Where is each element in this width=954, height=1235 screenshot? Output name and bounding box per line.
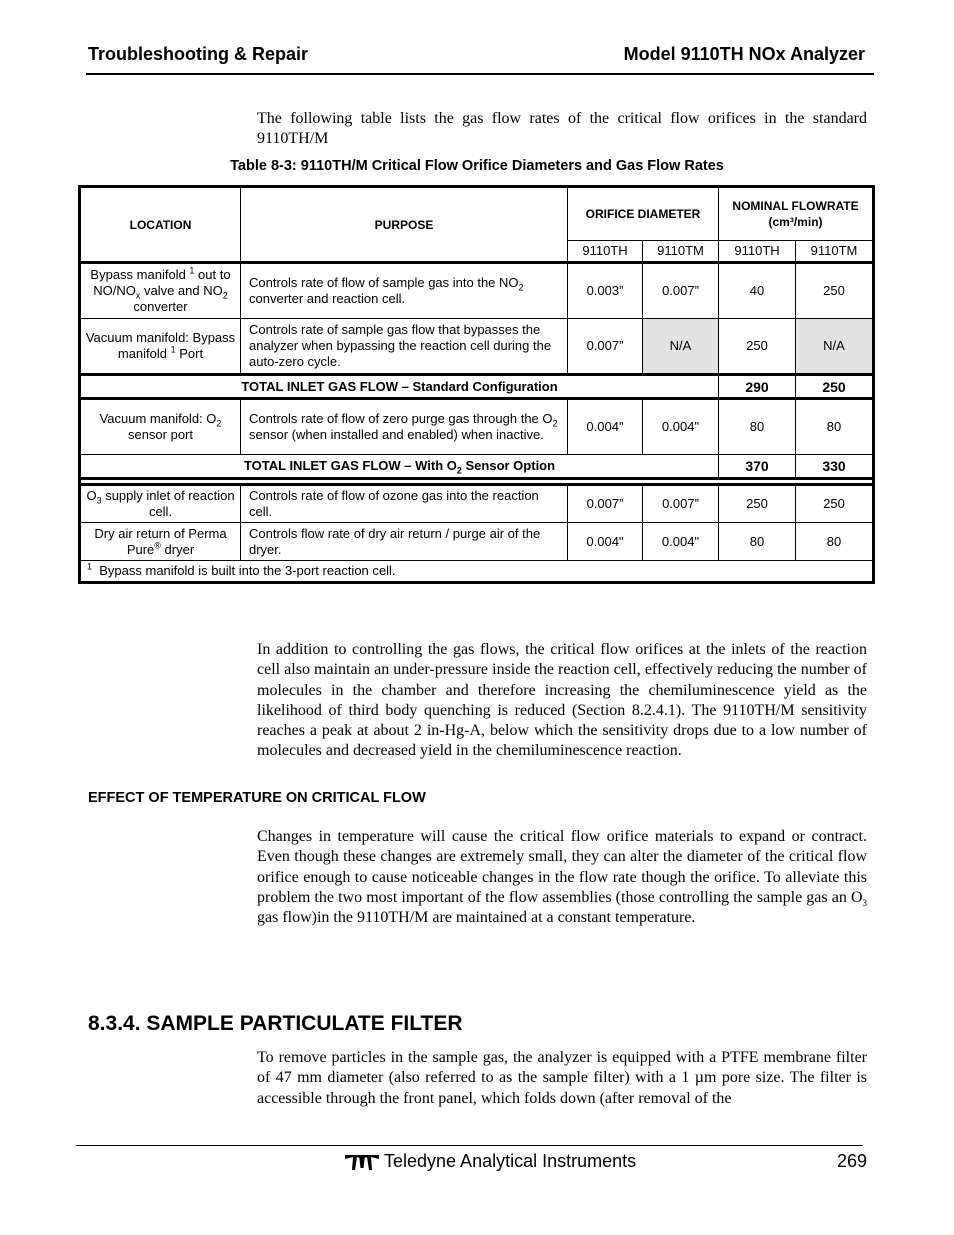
teledyne-logo-icon <box>345 1152 379 1172</box>
col-header-location: LOCATION <box>80 187 241 263</box>
table-row <box>80 485 874 523</box>
col-header-purpose: PURPOSE <box>241 187 568 263</box>
table-title: Table 8-3: 9110TH/M Critical Flow Orifice Diameters and Gas Flow Rates <box>230 158 724 174</box>
row2-fr-th: 250 <box>719 319 796 375</box>
o2-row-od-th: 0.004" <box>568 399 643 455</box>
o2-row-od-tm: 0.004" <box>643 399 719 455</box>
total-o2-th: 370 <box>719 455 796 479</box>
total-row-standard <box>80 375 874 399</box>
subheader-flow-tm: 9110TM <box>796 241 874 263</box>
o3-row-purpose: Controls rate of flow of ozone gas into the reaction cell. <box>241 485 568 523</box>
dryer-row-location: Dry air return of Perma Pure® dryer <box>80 523 241 561</box>
row1-od-tm: 0.007” <box>643 263 719 319</box>
running-header-section: Troubleshooting & Repair <box>88 44 309 64</box>
o3-row-fr-tm: 250 <box>796 485 874 523</box>
footer-company: Teledyne Analytical Instruments <box>384 1151 637 1171</box>
o2-row-fr-tm: 80 <box>796 399 874 455</box>
row1-fr-tm: 250 <box>796 263 874 319</box>
temperature-paragraph: Changes in temperature will cause the critical flow orifice materials to expand or contract. Even though these changes are extremely small, they can alter the diameter of the critical flow orifice enough to cause noticeable changes in the flow rate though the orifice. To alleviate this problem the two most important of the flow assemblies (those controlling the sample gas an $O_3$ gas flow)in the 9110TH/M are maintained at a constant temperature. <box>257 828 867 927</box>
row2-od-th: 0.007” <box>568 319 643 375</box>
dryer-row-fr-th: 80 <box>719 523 796 561</box>
section-heading: 8.3.4. SAMPLE PARTICULATE FILTER <box>88 1012 463 1035</box>
running-header-model: Model 9110TH NOx Analyzer <box>623 44 865 64</box>
subheader-orifice-tm: 9110TM <box>643 241 719 263</box>
total-standard-th: 290 <box>719 375 796 399</box>
row1-fr-th: 40 <box>719 263 796 319</box>
o2-row-location: Vacuum manifold: $O_2$ sensor port <box>80 399 241 455</box>
table-footnote-row <box>80 561 874 583</box>
intro-paragraph: The following table lists the gas flow rates of the critical flow orifices in the standard 9110TH/M <box>257 110 867 148</box>
dryer-row-fr-tm: 80 <box>796 523 874 561</box>
subheader-flow-th: 9110TH <box>719 241 796 263</box>
table-row <box>80 319 874 375</box>
footer-rule <box>76 1145 863 1146</box>
o3-row-od-tm: 0.007” <box>643 485 719 523</box>
header-rule <box>86 73 874 75</box>
row1-purpose: Controls rate of flow of sample gas into the $NO_2$ converter and reaction cell. <box>241 263 568 319</box>
total-o2-tm: 330 <box>796 455 874 479</box>
dryer-row-purpose: Controls flow rate of dry air return / purge air of the dryer. <box>241 523 568 561</box>
flow-orifice-table <box>78 185 875 584</box>
o3-row-location: $O_3$ supply inlet of reaction cell. <box>80 485 241 523</box>
row1-location: Bypass manifold $^1$ out to $NO/NO_x$ valve and $NO_2$ converter <box>80 263 241 319</box>
flow-table-wrapper <box>78 185 875 584</box>
col-header-flowrate: NOMINAL FLOWRATE (cm³/min) <box>719 187 874 241</box>
dryer-row-od-th: 0.004" <box>568 523 643 561</box>
total-row-o2 <box>80 455 874 479</box>
table-row <box>80 399 874 455</box>
filter-paragraph: To remove particles in the sample gas, the analyzer is equipped with a PTFE membrane filter of 47 mm diameter (also referred to as the sample filter) with a 1 µm pore size. The filter is accessible through the front panel, which folds down (after removal of the <box>257 1049 867 1107</box>
table-footnote: $^1$ Bypass manifold is built into the 3-port reaction cell. <box>80 561 874 583</box>
o2-row-purpose: Controls rate of flow of zero purge gas through the $O_2$ sensor (when installed and enabled) when inactive. <box>241 399 568 455</box>
table-row <box>80 263 874 319</box>
row2-od-tm: N/A <box>643 319 719 375</box>
o3-row-od-th: 0.007” <box>568 485 643 523</box>
table-row <box>80 523 874 561</box>
row2-location: Vacuum manifold: Bypass manifold $^1$ Port <box>80 319 241 375</box>
total-standard-tm: 250 <box>796 375 874 399</box>
subheader-orifice-th: 9110TH <box>568 241 643 263</box>
page-number: 269 <box>836 1151 867 1171</box>
row2-fr-tm: N/A <box>796 319 874 375</box>
row2-purpose: Controls rate of sample gas flow that bypasses the analyzer when bypassing the reaction cell during the auto-zero cycle. <box>241 319 568 375</box>
o2-row-fr-th: 80 <box>719 399 796 455</box>
subsection-heading: EFFECT OF TEMPERATURE ON CRITICAL FLOW <box>88 790 426 806</box>
o3-row-fr-th: 250 <box>719 485 796 523</box>
row1-od-th: 0.003” <box>568 263 643 319</box>
orifice-pressure-paragraph: In addition to controlling the gas flows, the critical flow orifices at the inlets of the reaction cell also maintain an under-pressure inside the reaction cell, effectively reducing the number of molecules in the chamber and therefore increasing the chemiluminescence yield as the likelihood of third body quenching is reduced (Section 8.2.4.1). The 9110TH/M sensitivity reaches a peak at about 2 in-Hg-A, below which the sensitivity drops due to a low number of molecules and decreased yield in the chemiluminescence reaction. <box>257 641 867 760</box>
total-o2-label: TOTAL INLET GAS FLOW – With $O_2$ Sensor Option <box>80 455 719 479</box>
dryer-row-od-tm: 0.004" <box>643 523 719 561</box>
total-standard-label: TOTAL INLET GAS FLOW – Standard Configuration <box>80 375 719 399</box>
col-header-orifice: ORIFICE DIAMETER <box>568 187 719 241</box>
